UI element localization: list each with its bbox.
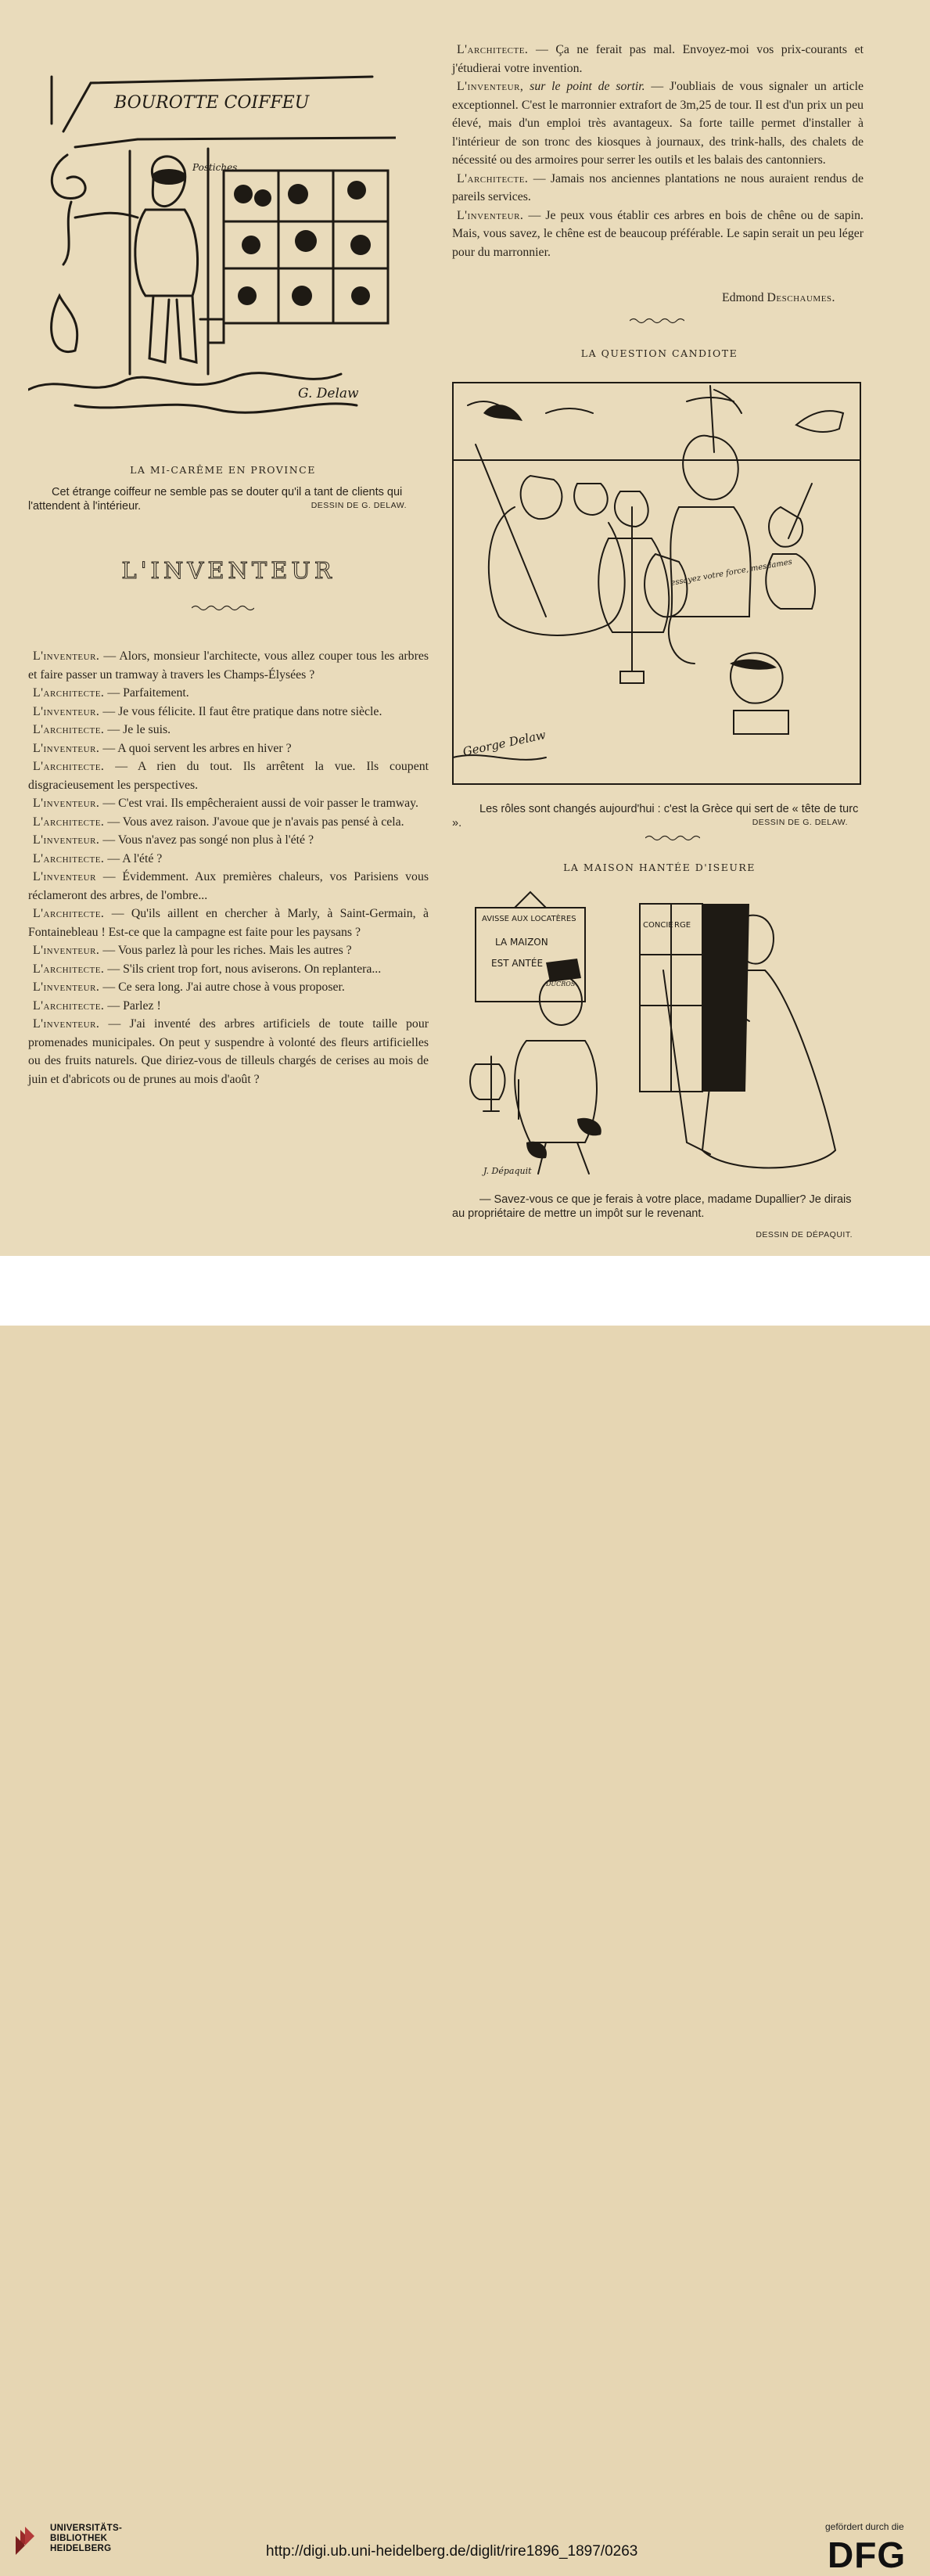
speaker-name: L'inventeur, <box>457 80 524 93</box>
right-dialogue <box>452 41 864 261</box>
speaker-name: L'architecte. <box>33 686 105 700</box>
dialogue-line <box>28 1015 429 1088</box>
cartoon2-bubble: essayez votre force, mesdames <box>670 557 793 588</box>
dialogue-line <box>28 647 429 684</box>
dialogue-line <box>28 997 429 1016</box>
dialogue-line <box>28 905 429 941</box>
university-name <box>50 2524 122 2554</box>
university-name-line1: UNIVERSITÄTS- <box>50 2524 123 2533</box>
dfg-logo: DFG <box>828 2535 907 2575</box>
dialogue-text: — Parlez ! <box>104 998 161 1013</box>
cartoon3-title: LA MAISON HANTÉE D'ISEURE <box>563 862 756 873</box>
dialogue-line <box>28 978 429 997</box>
dialogue-line <box>28 739 429 758</box>
university-name-line3: HEIDELBERG <box>50 2544 112 2553</box>
dialogue-text: — Vous parlez là pour les riches. Mais les autres ? <box>99 944 352 957</box>
speaker-name: L'inventeur <box>33 870 96 883</box>
dialogue-line <box>28 703 429 721</box>
speaker-name: L'inventeur. <box>33 944 100 957</box>
speaker-name: L'architecte. <box>33 815 105 829</box>
dialogue-text: — J'oubliais de vous signaler un article exceptionnel. C'est le marronnier extrafort de 3m,25 de tour. Il est d'un prix un peu élevé, mais d'un emploi très avantageux. Sa forte taille permet d'installer à l'intérieur de son tronc des kiosques à journaux, des trink-halls, des chalets de nécessité ou des armoires pour serrer les outils et les balais des cantonniers. <box>452 80 864 167</box>
speaker-name: L'inventeur. <box>33 1017 100 1031</box>
speaker-name: L'inventeur. <box>33 833 100 847</box>
funding-label: gefördert durch die <box>825 2521 904 2532</box>
cartoon-candiote <box>452 382 861 785</box>
notice-line3: EST ANTÉE <box>491 958 544 969</box>
dialogue-line <box>452 170 864 207</box>
speaker-name: L'architecte. <box>33 962 105 976</box>
door-sign-1: CONCIE <box>643 921 673 930</box>
dialogue-line <box>28 831 429 850</box>
cartoon2-title: LA QUESTION CANDIOTE <box>580 347 738 359</box>
dialogue-line <box>28 757 429 794</box>
section-ornament-2 <box>645 834 700 842</box>
cartoon3-caption <box>452 1193 859 1221</box>
notice-signature: DUCROS <box>546 980 576 988</box>
left-dialogue <box>28 647 429 1088</box>
source-url-link[interactable]: http://digi.ub.uni-heidelberg.de/diglit/rire1896_1897/0263 <box>266 2543 638 2560</box>
speaker-name: L'inventeur. <box>457 208 524 222</box>
cartoon2-caption <box>452 802 859 830</box>
dialogue-text: — C'est vrai. Ils empêcheraient aussi de voir passer le tramway. <box>99 797 418 810</box>
cartoon1-signature: G. Delaw <box>298 386 359 401</box>
author-signature <box>452 291 835 305</box>
article-heading: L'INVENTEUR <box>121 557 336 584</box>
dialogue-text: — S'ils crient trop fort, nous aviserons. On replantera... <box>104 962 382 976</box>
cartoon1-title: LA MI-CARÊME EN PROVINCE <box>130 464 316 476</box>
speaker-name: L'architecte. <box>457 171 529 185</box>
cartoon-coiffeur-drawing <box>28 61 396 429</box>
dialogue-line <box>28 868 429 905</box>
dialogue-text: — Je le suis. <box>104 723 171 736</box>
dialogue-line <box>452 41 864 77</box>
footer-bar <box>0 1256 930 2575</box>
cartoon2-credit: DESSIN DE G. DELAW. <box>752 818 848 827</box>
cartoon-coiffeur <box>28 61 396 429</box>
dialogue-line <box>28 794 429 813</box>
speaker-name: L'architecte. <box>33 998 105 1013</box>
heading-ornament <box>192 604 254 612</box>
cartoon2-signature: George Delaw <box>461 727 548 759</box>
cartoon1-caption-text: Cet étrange coiffeur ne semble pas se douter qu'il a tant de clients qui l'attendent à l'intérieur. <box>28 486 403 513</box>
dialogue-text: — Vous avez raison. J'avoue que je n'avais pas pensé à cela. <box>104 815 404 829</box>
dialogue-line <box>28 850 429 869</box>
notice-line2: LA MAIZON <box>495 937 548 948</box>
window-label: Postiches <box>192 162 238 173</box>
cartoon-maison-hantee-drawing <box>452 884 859 1182</box>
cartoon1-caption <box>28 485 429 513</box>
speaker-name: L'architecte. <box>33 723 105 736</box>
author-first-name: Edmond <box>722 291 764 304</box>
speaker-name: L'inventeur. <box>33 741 100 755</box>
dialogue-text: — Vous n'avez pas songé non plus à l'été ? <box>99 833 314 847</box>
cartoon3-signature: J. Dépaquit <box>483 1166 532 1176</box>
speaker-name: L'architecte. <box>457 43 529 56</box>
dialogue-line <box>452 77 864 170</box>
dialogue-line <box>28 684 429 703</box>
page <box>0 0 930 1256</box>
cartoon-maison-hantee <box>452 884 859 1182</box>
speaker-name: L'inventeur. <box>33 704 100 718</box>
speaker-name: L'architecte. <box>33 907 105 920</box>
cartoon3-caption-text: — Savez-vous ce que je ferais à votre place, madame Dupallier? Je dirais au propriétaire de mettre un impôt sur le revenant. <box>452 1193 852 1220</box>
door-sign-2: RGE <box>674 921 691 930</box>
speaker-name: L'architecte. <box>33 851 105 865</box>
dialogue-text: — Je vous félicite. Il faut être pratique dans notre siècle. <box>99 704 382 718</box>
university-logo-icon <box>14 2525 47 2558</box>
dialogue-line <box>28 941 429 960</box>
cartoon2-caption-text: Les rôles sont changés aujourd'hui : c'est la Grèce qui sert de « tête de turc ». <box>452 803 859 829</box>
dialogue-text: — Alors, monsieur l'architecte, vous allez couper tous les arbres et faire passer un tramway à travers les Champs-Élysées ? <box>28 649 429 682</box>
dialogue-text: — Qu'ils aillent en chercher à Marly, à Saint-Germain, à Fontainebleau ! Est-ce que la campagne est faite pour les paysans ? <box>28 907 429 939</box>
dialogue-text: — Ça ne ferait pas mal. Envoyez-moi vos prix-courants et j'étudierai votre invention. <box>452 43 864 75</box>
dialogue-text: — A rien du tout. Ils arrêtent la vue. Ils coupent disgracieusement les perspectives. <box>28 760 429 792</box>
dialogue-text: — Jamais nos anciennes plantations ne nous auraient rendus de pareils services. <box>452 171 864 203</box>
dialogue-text: — Ce sera long. J'ai autre chose à vous proposer. <box>99 980 345 994</box>
shop-sign: BOUROTTE COIFFEU <box>114 93 310 113</box>
section-ornament-1 <box>630 317 684 325</box>
dialogue-line <box>28 813 429 832</box>
cartoon3-credit: DESSIN DE DÉPAQUIT. <box>756 1230 853 1239</box>
speaker-name: L'inventeur. <box>33 980 100 994</box>
cartoon-candiote-drawing <box>452 382 861 785</box>
dialogue-line <box>28 721 429 739</box>
speaker-name: L'architecte. <box>33 760 105 773</box>
author-last-name: Deschaumes. <box>767 291 835 304</box>
dialogue-text: — Je peux vous établir ces arbres en bois de chêne ou de sapin. Mais, vous savez, le chêne est de beaucoup préférable. Le sapin serait un peu léger pour du marronnier. <box>452 208 864 259</box>
speaker-name: L'inventeur. <box>33 797 100 810</box>
dialogue-text: — A l'été ? <box>104 851 163 865</box>
dialogue-text: — Parfaitement. <box>104 686 189 700</box>
dialogue-line <box>28 960 429 979</box>
notice-line1: AVISSE AUX LOCATÈRES <box>482 915 576 923</box>
dialogue-text: — A quoi servent les arbres en hiver ? <box>99 741 292 755</box>
dialogue-line <box>452 207 864 262</box>
university-name-line2: BIBLIOTHEK <box>50 2534 108 2543</box>
stage-direction: sur le point de sortir. <box>523 80 645 93</box>
cartoon1-credit: DESSIN DE G. DELAW. <box>311 501 407 510</box>
dialogue-text: — Évidemment. Aux premières chaleurs, vos Parisiens vous réclameront des arbres, de l'ombre... <box>28 870 429 902</box>
dialogue-text: — J'ai inventé des arbres artificiels de toute taille pour promenades municipales. On peut y suspendre à volonté des fleurs artificielles ou des fruits naturels. Que diriez-vous de tilleuls chargés de cerises au mois de juin et d'abricots ou de prunes au mois d'août ? <box>28 1017 429 1086</box>
speaker-name: L'inventeur. <box>33 649 100 663</box>
